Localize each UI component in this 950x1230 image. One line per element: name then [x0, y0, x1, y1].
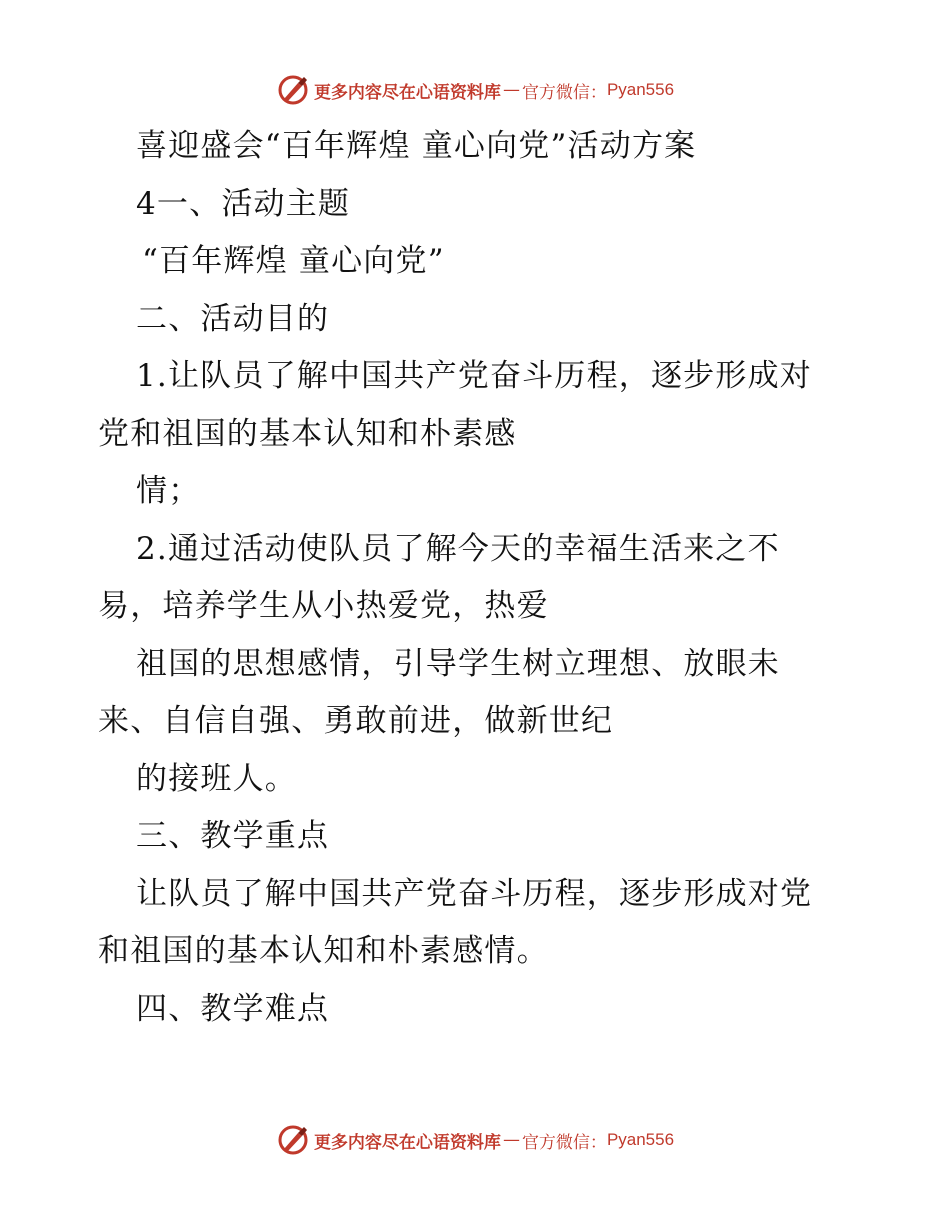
watermark-text-main: 更多内容尽在心语资料库	[313, 1132, 501, 1153]
document-title: 喜迎盛会“百年辉煌 童心向党”活动方案	[136, 128, 697, 164]
watermark-banner-bottom	[0, 1120, 950, 1160]
paragraph-line: 的接班人。	[136, 760, 297, 797]
document-body	[98, 118, 858, 1038]
paragraph-line: 党和祖国的基本认知和朴素感	[98, 415, 517, 452]
watermark-official-label: 官方微信：	[521, 1132, 607, 1153]
theme-text: “百年辉煌 童心向党”	[142, 243, 445, 279]
section-heading-purpose: 二、活动目的	[136, 300, 330, 337]
paragraph-line: 让队员了解中国共产党奋斗历程，逐步形成对党	[136, 875, 813, 912]
paragraph-line: 来、自信自强、勇敢前进，做新世纪	[98, 703, 614, 739]
watermark-wechat-id: Pyan556	[606, 80, 675, 99]
section-heading-key-points: 三、教学重点	[136, 818, 330, 854]
paragraph-line: 易，培养学生从小热爱党，热爱	[98, 588, 549, 624]
paragraph-line: 1.让队员了解中国共产党奋斗历程，逐步形成对	[136, 358, 812, 394]
paragraph-line: 祖国的思想感情，引导学生树立理想、放眼未	[136, 645, 780, 682]
watermark-official-label: 官方微信：	[521, 82, 607, 103]
paragraph-line: 情；	[136, 473, 201, 509]
watermark-banner-top	[0, 70, 950, 110]
watermark-wechat-id: Pyan556	[606, 1130, 675, 1149]
watermark-dash: —	[502, 1130, 520, 1150]
pen-circle-logo-icon	[276, 1123, 310, 1157]
section-heading-theme: 4一、活动主题	[136, 185, 351, 222]
section-heading-difficulties: 四、教学难点	[136, 990, 330, 1027]
paragraph-line: 和祖国的基本认知和朴素感情。	[98, 933, 549, 969]
paragraph-line: 2.通过活动使队员了解今天的幸福生活来之不	[136, 530, 780, 567]
watermark-dash: —	[502, 80, 520, 100]
pen-circle-logo-icon	[276, 73, 310, 107]
watermark-text-main: 更多内容尽在心语资料库	[313, 82, 501, 103]
